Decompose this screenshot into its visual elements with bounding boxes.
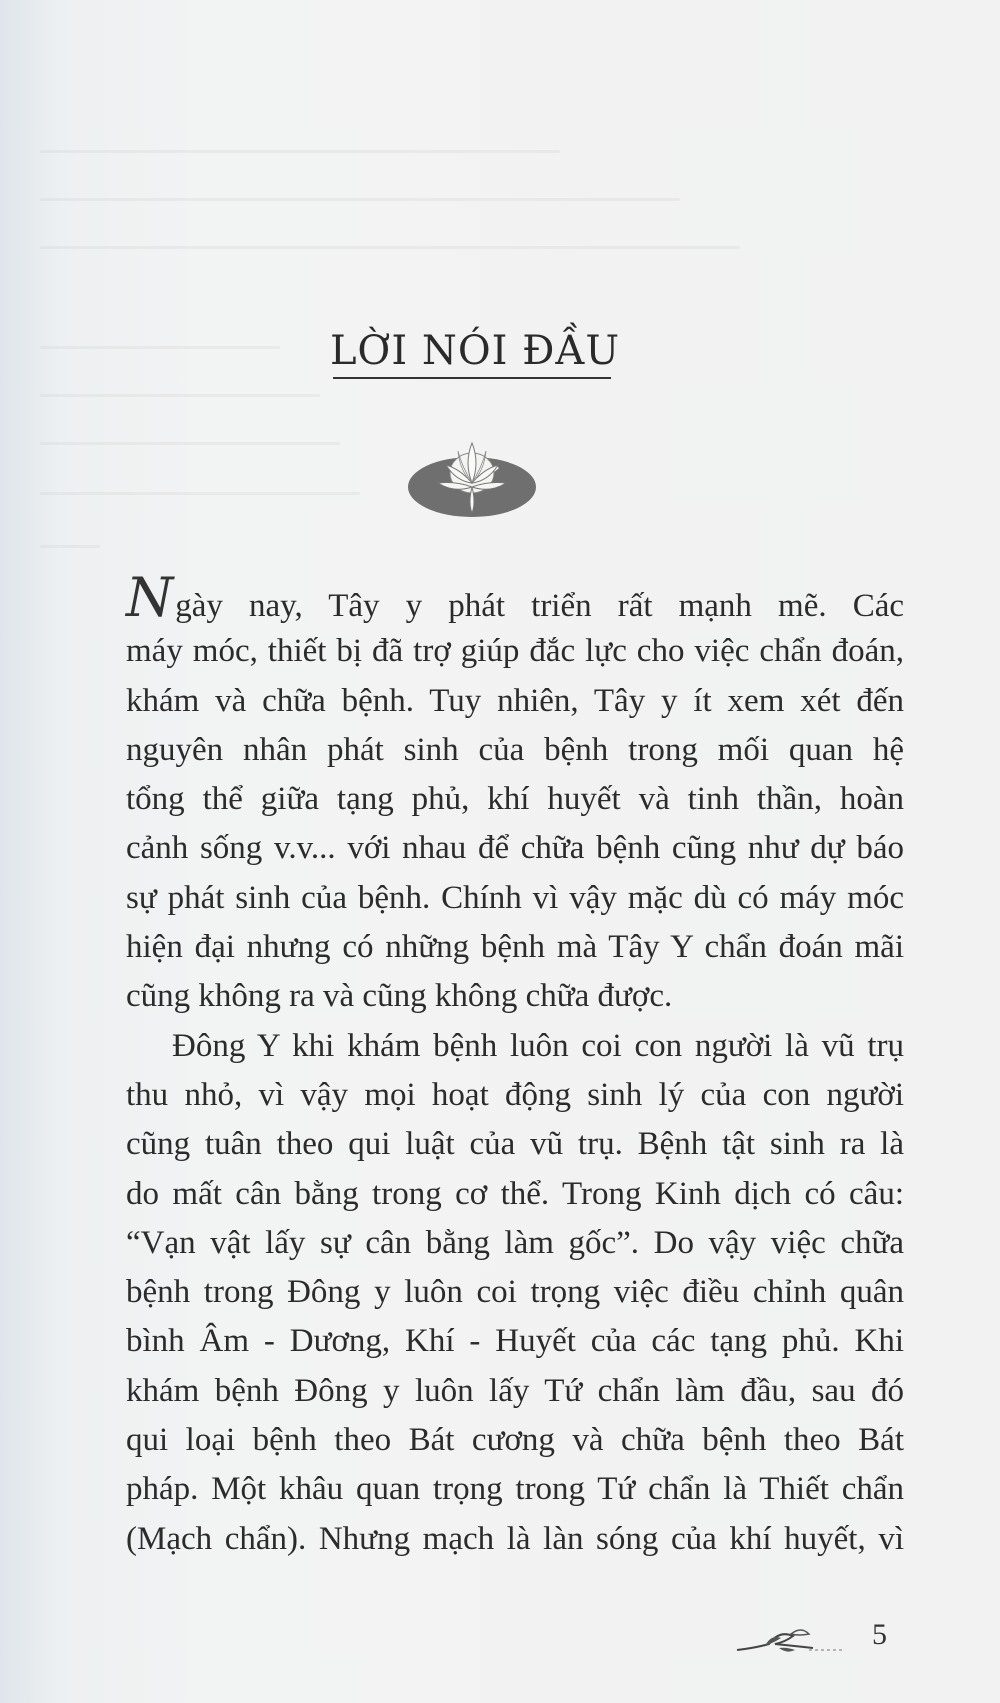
paragraph-2-first-line: Đông Y khi khám bệnh luôn coi con người là vũ trụ xyxy=(172,1027,904,1064)
bleed-through-line xyxy=(40,150,560,153)
text-line: cảnh sống v.v... với nhau để chữa bệnh cũng như dự báo xyxy=(126,830,904,867)
text-line: bình Âm - Dương, Khí - Huyết của các tạng phủ. Khi xyxy=(126,1323,904,1360)
bleed-through-line xyxy=(40,198,680,201)
page-title: LỜI NÓI ĐẦU xyxy=(329,328,621,374)
bleed-through-line xyxy=(40,545,100,548)
text-line: do mất cân bằng trong cơ thể. Trong Kinh dịch có câu: xyxy=(126,1175,904,1212)
text-line: hiện đại nhưng có những bệnh mà Tây Y chẩn đoán mãi xyxy=(126,929,904,966)
title-underline xyxy=(333,377,611,379)
text-line: tổng thể giữa tạng phủ, khí huyết và tinh thần, hoàn xyxy=(126,781,904,818)
paragraph-1-line-1 xyxy=(126,566,904,629)
text-line: máy móc, thiết bị đã trợ giúp đắc lực cho việc chẩn đoán, xyxy=(126,633,904,670)
text-line: cũng không ra và cũng không chữa được. xyxy=(126,978,673,1015)
bleed-through-line xyxy=(40,442,340,445)
text-line: gày nay, Tây y phát triển rất mạnh mẽ. Các xyxy=(175,588,904,624)
sprig-ornament-icon xyxy=(735,1620,845,1660)
text-line: qui loại bệnh theo Bát cương và chữa bệnh theo Bát xyxy=(126,1422,904,1459)
bleed-through-line xyxy=(40,394,320,397)
text-line: “Vạn vật lấy sự cân bằng làm gốc”. Do vậy việc chữa xyxy=(126,1224,904,1261)
text-line: pháp. Một khâu quan trọng trong Tứ chẩn là Thiết chẩn xyxy=(126,1471,904,1508)
bleed-through-line xyxy=(40,246,740,249)
text-line: (Mạch chẩn). Nhưng mạch là làn sóng của khí huyết, vì xyxy=(126,1520,904,1557)
body-text xyxy=(126,566,904,1564)
page-number: 5 xyxy=(872,1618,887,1651)
text-line: khám và chữa bệnh. Tuy nhiên, Tây y ít xem xét đến xyxy=(126,682,904,719)
text-line: cũng tuân theo qui luật của vũ trụ. Bệnh tật sinh ra là xyxy=(126,1126,904,1163)
text-line: thu nhỏ, vì vậy mọi hoạt động sinh lý của con người xyxy=(126,1076,904,1113)
text-line: nguyên nhân phát sinh của bệnh trong mối quan hệ xyxy=(126,731,904,768)
text-line: bệnh trong Đông y luôn coi trọng việc điều chỉnh quân xyxy=(126,1274,904,1311)
lotus-icon xyxy=(402,425,542,525)
bleed-through-line xyxy=(40,492,360,495)
drop-cap: N xyxy=(126,566,174,629)
text-line: sự phát sinh của bệnh. Chính vì vậy mặc dù có máy móc xyxy=(126,879,904,916)
text-line: khám bệnh Đông y luôn lấy Tứ chẩn làm đầu, sau đó xyxy=(126,1372,904,1409)
